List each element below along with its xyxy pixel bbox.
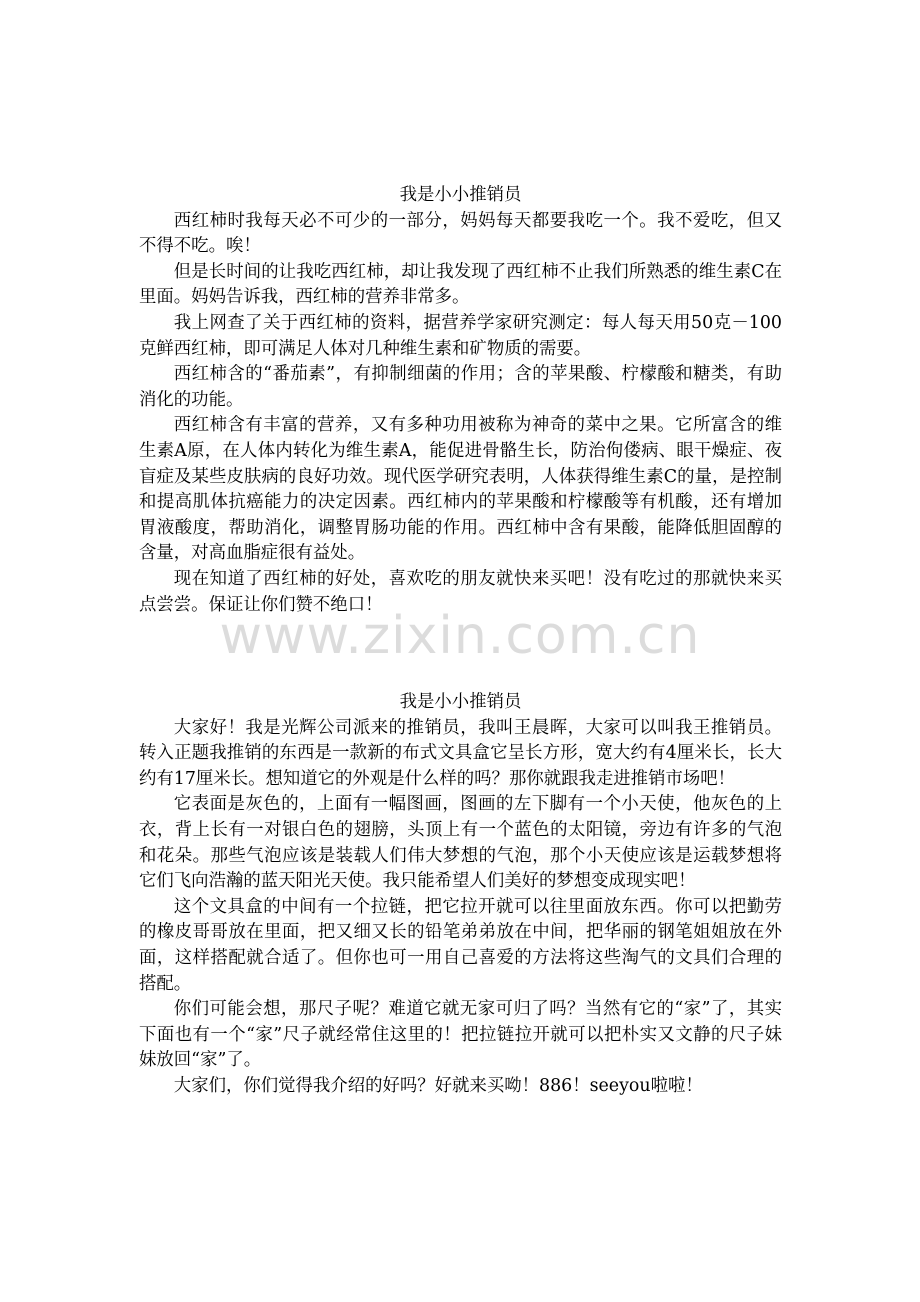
paragraph: 大家好！我是光辉公司派来的推销员，我叫王晨晖，大家可以叫我王推销员。转入正题我推销的东西是一款新的布式文具盒它呈长方形，宽大约有4厘米长，长大约有17厘米长。想知道它的外观是什么样的吗？那你就跟我走进推销市场吧！ [139, 717, 782, 789]
article-tomato [139, 183, 782, 618]
watermark: www.zixin.com.cn [219, 606, 701, 666]
article-title: 我是小小推销员 [399, 185, 522, 205]
paragraph: 现在知道了西红柿的好处，喜欢吃的朋友就快来买吧！没有吃过的那就快来买点尝尝。保证让你们赞不绝口！ [139, 568, 782, 615]
paragraph: 但是长时间的让我吃西红柿，却让我发现了西红柿不止我们所熟悉的维生素C在里面。妈妈告诉我，西红柿的营养非常多。 [139, 261, 782, 308]
paragraph: 它表面是灰色的，上面有一幅图画，图画的左下脚有一个小天使，他灰色的上衣，背上长有一对银白色的翅膀，头顶上有一个蓝色的太阳镜，旁边有许多的气泡和花朵。那些气泡应该是装载人们伟大梦想的气泡，那个小天使应该是运载梦想将它们飞向浩瀚的蓝天阳光天使。我只能希望人们美好的梦想变成现实吧！ [139, 794, 782, 892]
paragraph: 西红柿时我每天必不可少的一部分，妈妈每天都要我吃一个。我不爱吃，但又不得不吃。唉！ [139, 210, 782, 257]
paragraph: 这个文具盒的中间有一个拉链，把它拉开就可以往里面放东西。你可以把勤劳的橡皮哥哥放在里面，把又细又长的铅笔弟弟放在中间，把华丽的钢笔姐姐放在外面，这样搭配就合适了。但你也可一用自己喜爱的方法将这些淘气的文具们合理的搭配。 [139, 896, 782, 994]
article-pencil-case [139, 690, 782, 1100]
paragraph: 大家们，你们觉得我介绍的好吗？好就来买呦！886！seeyou啦啦！ [173, 1075, 703, 1096]
paragraph: 我上网查了关于西红柿的资料，据营养学家研究测定：每人每天用50克－100克鲜西红柿，即可满足人体对几种维生素和矿物质的需要。 [139, 312, 782, 359]
paragraph: 你们可能会想，那尺子呢？难道它就无家可归了吗？当然有它的“家”了，其实下面也有一个“家”尺子就经常住这里的！把拉链拉开就可以把朴实又文静的尺子妹妹放回“家”了。 [139, 999, 782, 1071]
paragraph: 西红柿含有丰富的营养，又有多种功用被称为神奇的菜中之果。它所富含的维生素A原，在人体内转化为维生素A，能促进骨骼生长，防治佝偻病、眼干燥症、夜盲症及某些皮肤病的良好功效。现代医学研究表明，人体获得维生素C的量，是控制和提高肌体抗癌能力的决定因素。西红柿内的苹果酸和柠檬酸等有机酸，还有增加胃液酸度，帮助消化，调整胃肠功能的作用。西红柿中含有果酸，能降低胆固醇的含量，对高血脂症很有益处。 [139, 415, 782, 564]
paragraph: 西红柿含的“番茄素”，有抑制细菌的作用；含的苹果酸、柠檬酸和糖类，有助消化的功能。 [139, 364, 782, 410]
article-title: 我是小小推销员 [399, 692, 522, 712]
